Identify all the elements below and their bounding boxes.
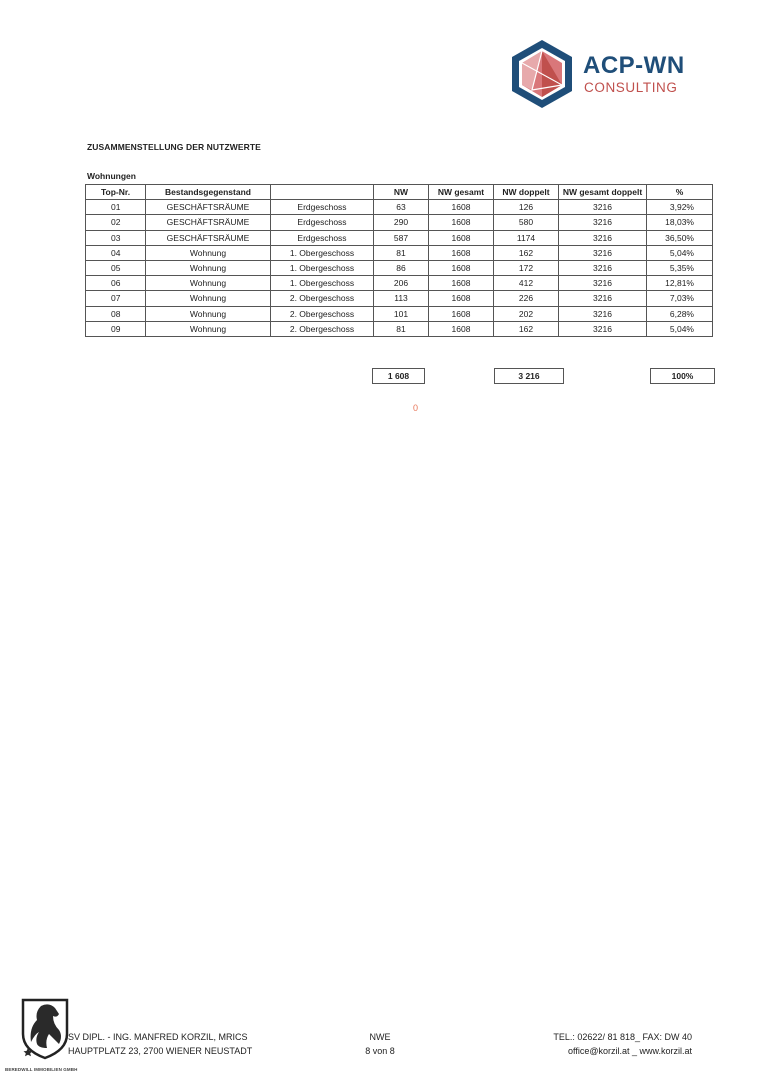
cell-top-nr: 08 [86,306,146,321]
cell-geschoss: 2. Obergeschoss [271,321,374,336]
cell-top-nr: 09 [86,321,146,336]
cell-percent: 18,03% [647,215,713,230]
stray-zero-value: 0 [413,403,419,413]
cell-nw-gesamt-doppelt: 3216 [559,230,647,245]
header-nw-gesamt: NW gesamt [429,185,494,200]
cell-nw-gesamt: 1608 [429,260,494,275]
cell-nw: 587 [374,230,429,245]
table-row [86,200,713,215]
cell-nw-gesamt-doppelt: 3216 [559,215,647,230]
cell-nw: 86 [374,260,429,275]
cell-nw-gesamt-doppelt: 3216 [559,291,647,306]
cell-nw: 101 [374,306,429,321]
cell-nw: 81 [374,321,429,336]
cell-percent: 6,28% [647,306,713,321]
cell-bestandsgegenstand: Wohnung [146,306,271,321]
cell-geschoss: 1. Obergeschoss [271,245,374,260]
cell-geschoss: 2. Obergeschoss [271,291,374,306]
header-percent: % [647,185,713,200]
logo-name: ACP-WN [583,52,685,79]
footer-address: HAUPTPLATZ 23, 2700 WIENER NEUSTADT [68,1045,253,1056]
cell-nw: 206 [374,276,429,291]
header-nw: NW [374,185,429,200]
cell-nw-doppelt: 172 [494,260,559,275]
cell-nw-doppelt: 162 [494,321,559,336]
cell-nw-gesamt-doppelt: 3216 [559,321,647,336]
header-nw-gesamt-doppelt: NW gesamt doppelt [559,185,647,200]
cell-nw-doppelt: 226 [494,291,559,306]
cell-bestandsgegenstand: GESCHÄFTSRÄUME [146,200,271,215]
table-header-row [86,185,713,200]
cell-bestandsgegenstand: Wohnung [146,291,271,306]
cell-nw-doppelt: 126 [494,200,559,215]
footer-horse-logo [19,994,71,1060]
cell-top-nr: 07 [86,291,146,306]
cell-geschoss: 1. Obergeschoss [271,260,374,275]
cell-nw-gesamt-doppelt: 3216 [559,260,647,275]
table-row [86,215,713,230]
cell-nw-doppelt: 412 [494,276,559,291]
cell-nw-doppelt: 580 [494,215,559,230]
document-title: ZUSAMMENSTELLUNG DER NUTZWERTE [87,142,261,152]
cell-nw-gesamt: 1608 [429,230,494,245]
table-row [86,306,713,321]
cell-percent: 36,50% [647,230,713,245]
header-top-nr: Top-Nr. [86,185,146,200]
cell-nw-gesamt-doppelt: 3216 [559,200,647,215]
logo-subtitle: CONSULTING [584,80,678,95]
cell-geschoss: Erdgeschoss [271,200,374,215]
cell-nw-gesamt: 1608 [429,306,494,321]
cell-nw-gesamt: 1608 [429,291,494,306]
footer-phone-fax: TEL.: 02622/ 81 818_ FAX: DW 40 [553,1032,692,1042]
cell-nw-gesamt: 1608 [429,215,494,230]
cell-percent: 5,04% [647,321,713,336]
cell-nw-doppelt: 1174 [494,230,559,245]
footer-email-web: office@korzil.at _ www.korzil.at [567,1045,692,1056]
cell-top-nr: 01 [86,200,146,215]
cell-nw-gesamt: 1608 [429,276,494,291]
hexagon-logo-icon [506,38,578,110]
total-nw-doppelt: 3 216 [494,368,564,384]
table-row [86,260,713,275]
cell-nw-gesamt-doppelt: 3216 [559,276,647,291]
table-row [86,291,713,306]
cell-nw: 290 [374,215,429,230]
cell-top-nr: 02 [86,215,146,230]
total-percent: 100% [650,368,715,384]
cell-nw-gesamt: 1608 [429,245,494,260]
section-label: Wohnungen [87,171,136,181]
cell-top-nr: 05 [86,260,146,275]
cell-nw: 63 [374,200,429,215]
cell-bestandsgegenstand: Wohnung [146,321,271,336]
cell-geschoss: 1. Obergeschoss [271,276,374,291]
header-bestandsgegenstand: Bestandsgegenstand [146,185,271,200]
table-row [86,245,713,260]
cell-bestandsgegenstand: GESCHÄFTSRÄUME [146,215,271,230]
cell-percent: 3,92% [647,200,713,215]
cell-nw-gesamt: 1608 [429,321,494,336]
footer-doc-code: NWE [369,1032,391,1042]
cell-bestandsgegenstand: Wohnung [146,245,271,260]
table-row [86,230,713,245]
cell-nw-gesamt-doppelt: 3216 [559,306,647,321]
cell-nw-gesamt-doppelt: 3216 [559,245,647,260]
table-row [86,321,713,336]
footer-expert-name: SV DIPL. - ING. MANFRED KORZIL, MRICS [68,1032,248,1042]
cell-nw: 113 [374,291,429,306]
cell-geschoss: 2. Obergeschoss [271,306,374,321]
cell-nw-gesamt: 1608 [429,200,494,215]
nutzwerte-table [85,184,713,337]
header-nw-doppelt: NW doppelt [494,185,559,200]
header-geschoss [271,185,374,200]
table-row [86,276,713,291]
footer-contact-block [548,1031,692,1058]
cell-top-nr: 04 [86,245,146,260]
cell-percent: 7,03% [647,291,713,306]
cell-percent: 12,81% [647,276,713,291]
footer-page-number: 8 von 8 [365,1045,395,1056]
cell-top-nr: 06 [86,276,146,291]
cell-bestandsgegenstand: Wohnung [146,260,271,275]
cell-bestandsgegenstand: Wohnung [146,276,271,291]
cell-nw-doppelt: 202 [494,306,559,321]
footer-address-block [68,1031,252,1058]
cell-nw-doppelt: 162 [494,245,559,260]
cell-geschoss: Erdgeschoss [271,230,374,245]
footer-company-name: BEREDWILL IMMOBILIEN GMBH [5,1067,78,1072]
cell-percent: 5,35% [647,260,713,275]
company-logo [506,38,706,110]
cell-top-nr: 03 [86,230,146,245]
horse-shield-icon [19,994,71,1060]
cell-nw: 81 [374,245,429,260]
cell-geschoss: Erdgeschoss [271,215,374,230]
cell-bestandsgegenstand: GESCHÄFTSRÄUME [146,230,271,245]
footer-page-block [360,1031,400,1058]
total-nw: 1 608 [372,368,425,384]
cell-percent: 5,04% [647,245,713,260]
